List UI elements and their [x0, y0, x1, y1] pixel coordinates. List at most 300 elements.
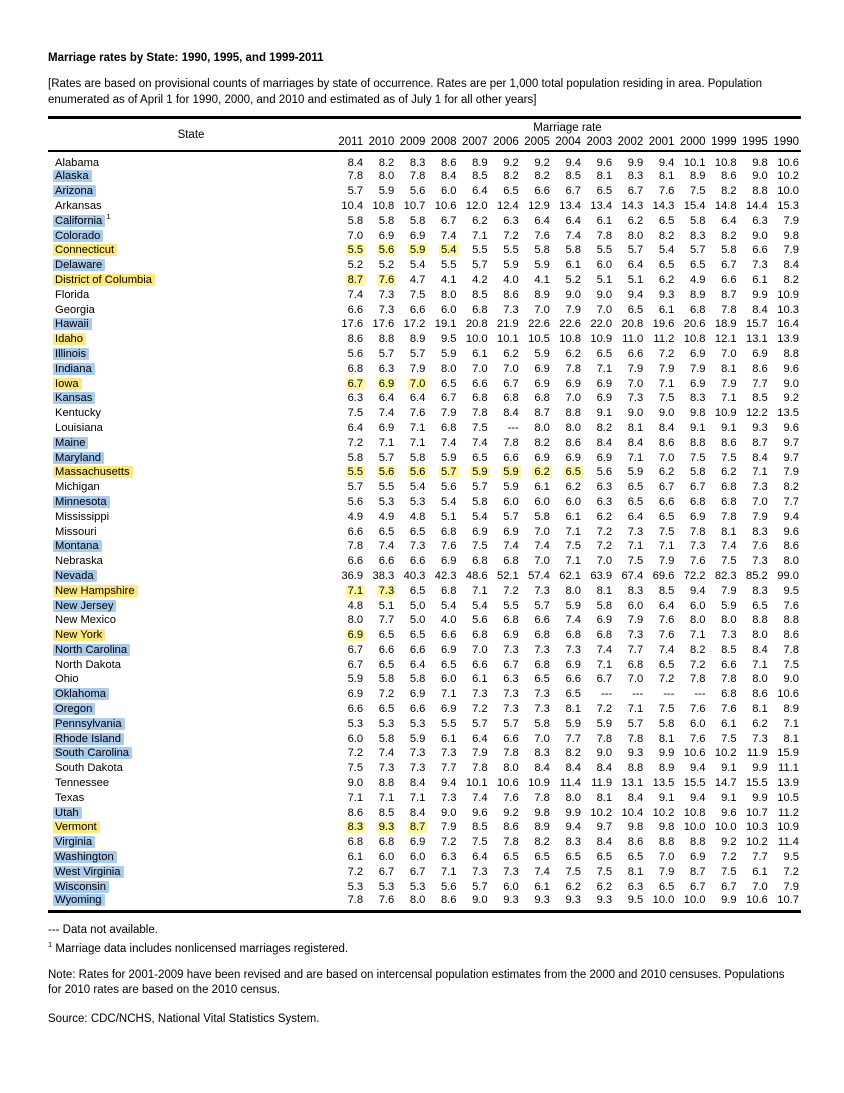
- rate-cell: [396, 213, 427, 228]
- rate-value: 4.0: [503, 273, 519, 286]
- rate-cell: [459, 716, 490, 731]
- rate-value: 22.0: [590, 318, 613, 331]
- rate-value: 6.3: [596, 495, 613, 508]
- rate-cell: [490, 613, 521, 628]
- rate-cell: [365, 184, 396, 199]
- rate-cell: [645, 628, 676, 643]
- rate-value: 6.8: [534, 392, 550, 405]
- rate-value: 63.9: [590, 569, 613, 582]
- rate-value: 7.5: [658, 703, 675, 716]
- rate-value: 7.2: [658, 347, 675, 360]
- table-header: [48, 118, 801, 152]
- table-row: [48, 643, 801, 658]
- rate-value: 6.6: [472, 658, 488, 671]
- rate-value: 7.1: [565, 555, 581, 568]
- table-row: [48, 524, 801, 539]
- rate-value: 4.1: [440, 273, 457, 286]
- rate-value: 18.9: [714, 318, 737, 331]
- rate-cell: [427, 435, 458, 450]
- rate-value: 9.5: [783, 851, 799, 864]
- rate-value: 6.9: [440, 643, 457, 656]
- rate-value: 6.9: [689, 510, 706, 523]
- rate-cell: [552, 894, 583, 912]
- rate-value: 10.2: [652, 806, 675, 819]
- rate-value: 6.6: [721, 658, 737, 671]
- table-row: [48, 746, 801, 761]
- rate-value: 6.8: [689, 495, 706, 508]
- rate-cell: [739, 480, 770, 495]
- rate-value: 8.5: [721, 643, 737, 656]
- rate-value: 9.4: [689, 762, 706, 775]
- rate-value: 6.7: [596, 673, 613, 686]
- rate-value: 9.2: [503, 157, 519, 169]
- rate-cell: [552, 228, 583, 243]
- rate-cell: [645, 583, 676, 598]
- rate-cell: [521, 761, 552, 776]
- state-name: Ohio: [55, 673, 79, 686]
- rate-cell: [459, 332, 490, 347]
- rate-cell: [676, 184, 707, 199]
- table-row: [48, 480, 801, 495]
- rate-value: 9.6: [783, 421, 799, 434]
- rate-value: 8.4: [752, 303, 768, 316]
- rate-cell: [739, 524, 770, 539]
- rate-cell: [552, 879, 583, 894]
- rate-value: 6.8: [378, 836, 395, 849]
- rate-value: 7.0: [534, 555, 550, 568]
- rate-value: 7.7: [378, 614, 395, 627]
- rate-cell: [521, 554, 552, 569]
- rate-value: 7.7: [565, 732, 581, 745]
- rate-value: 8.0: [409, 894, 426, 907]
- rate-value: 6.6: [658, 495, 675, 508]
- rate-cell: [583, 151, 614, 169]
- rate-value: 9.5: [627, 894, 644, 907]
- rate-cell: [770, 805, 801, 820]
- rate-value: 6.4: [565, 214, 581, 227]
- rate-cell: [459, 628, 490, 643]
- rate-cell: [676, 657, 707, 672]
- rate-cell: [552, 657, 583, 672]
- rate-value: 7.2: [472, 703, 488, 716]
- rate-cell: [396, 716, 427, 731]
- rate-value: 82.3: [714, 569, 737, 582]
- rate-cell: [396, 643, 427, 658]
- rate-value: 6.6: [409, 643, 426, 656]
- rate-value: 7.5: [596, 865, 613, 878]
- rate-value: 6.6: [347, 303, 364, 316]
- rate-value: 11.2: [778, 806, 799, 819]
- rate-cell: [490, 894, 521, 912]
- rate-value: 7.0: [409, 377, 426, 390]
- rate-cell: [770, 879, 801, 894]
- rate-cell: [645, 184, 676, 199]
- rate-value: 6.7: [440, 392, 457, 405]
- rate-value: 7.5: [472, 421, 488, 434]
- rate-cell: [645, 332, 676, 347]
- state-name: Nebraska: [55, 555, 103, 568]
- rate-cell: [614, 761, 645, 776]
- rate-cell: [676, 465, 707, 480]
- rate-value: 7.9: [783, 214, 799, 227]
- rate-value: 7.6: [752, 540, 768, 553]
- rate-value: 6.8: [503, 555, 519, 568]
- rate-value: 5.8: [534, 717, 550, 730]
- rate-cell: [552, 613, 583, 628]
- rate-cell: [583, 894, 614, 912]
- state-cell: [48, 184, 334, 199]
- rate-value: 6.6: [378, 643, 395, 656]
- rate-value: 7.5: [347, 407, 364, 420]
- rate-value: 7.3: [534, 703, 550, 716]
- state-name: Washington: [53, 851, 117, 863]
- rate-cell: [396, 151, 427, 169]
- rate-cell: [490, 151, 521, 169]
- rate-value: 7.4: [721, 540, 737, 553]
- rate-cell: [676, 287, 707, 302]
- rate-value: 7.2: [503, 584, 519, 597]
- rate-cell: [770, 376, 801, 391]
- rate-value: 5.7: [472, 481, 488, 494]
- rate-value: 9.8: [689, 407, 706, 420]
- rate-value: 6.7: [658, 481, 675, 494]
- rate-cell: [708, 761, 739, 776]
- rate-value: 7.6: [658, 629, 675, 642]
- rate-value: 8.1: [752, 703, 768, 716]
- rate-cell: [459, 894, 490, 912]
- rate-cell: [739, 184, 770, 199]
- rate-cell: [521, 643, 552, 658]
- rate-value: 6.9: [503, 525, 519, 538]
- rate-cell: [459, 643, 490, 658]
- rate-value: 5.6: [378, 466, 395, 479]
- rate-cell: [645, 151, 676, 169]
- rate-cell: [490, 598, 521, 613]
- rate-cell: [645, 864, 676, 879]
- rate-cell: [708, 480, 739, 495]
- rate-value: 5.7: [378, 451, 395, 464]
- rate-cell: [334, 258, 365, 273]
- rate-cell: [334, 347, 365, 362]
- rate-cell: [708, 302, 739, 317]
- rate-cell: [552, 450, 583, 465]
- rate-cell: [365, 716, 396, 731]
- rate-value: 8.3: [689, 229, 706, 242]
- rate-value: 7.2: [689, 658, 706, 671]
- table-row: [48, 273, 801, 288]
- rate-cell: [334, 539, 365, 554]
- rate-value: 5.2: [347, 259, 364, 272]
- rate-value: 7.3: [409, 540, 426, 553]
- rate-value: 7.5: [721, 555, 737, 568]
- rate-cell: [365, 672, 396, 687]
- rate-value: 8.2: [534, 436, 550, 449]
- rate-cell: [396, 495, 427, 510]
- rate-cell: [490, 643, 521, 658]
- rate-value: 8.9: [534, 821, 550, 834]
- rate-cell: [396, 376, 427, 391]
- rate-cell: [459, 213, 490, 228]
- rate-cell: [708, 199, 739, 214]
- rate-cell: [396, 539, 427, 554]
- rate-value: 9.3: [752, 421, 768, 434]
- rate-value: 5.8: [689, 214, 706, 227]
- rate-cell: [427, 835, 458, 850]
- rate-value: 5.7: [472, 259, 488, 272]
- rate-value: 7.0: [752, 880, 768, 893]
- rate-value: 8.3: [627, 170, 644, 183]
- rate-cell: [396, 347, 427, 362]
- rate-value: 8.9: [783, 703, 799, 716]
- rate-value: 9.3: [596, 894, 613, 907]
- rate-cell: [676, 583, 707, 598]
- rate-value: 8.8: [752, 185, 768, 198]
- rate-value: 7.9: [440, 407, 457, 420]
- rate-value: 6.3: [752, 214, 768, 227]
- rate-value: 8.2: [658, 229, 675, 242]
- rate-value: 7.3: [721, 629, 737, 642]
- rate-value: 6.1: [596, 214, 613, 227]
- rate-cell: [459, 569, 490, 584]
- table-row: [48, 879, 801, 894]
- rate-value: 7.7: [783, 495, 799, 508]
- rate-cell: [583, 199, 614, 214]
- rate-value: 5.7: [503, 717, 519, 730]
- rate-cell: [334, 716, 365, 731]
- rate-value: 9.5: [783, 584, 799, 597]
- rate-value: 9.0: [752, 229, 768, 242]
- rate-cell: [770, 835, 801, 850]
- rate-cell: [334, 287, 365, 302]
- rate-cell: [708, 643, 739, 658]
- rate-cell: [490, 347, 521, 362]
- rate-value: 5.9: [409, 244, 426, 257]
- revision-note: Note: Rates for 2001-2009 have been revised and are based on intercensal population estimates from the 2000 and 2010 censuses. Populations for 2010 rates are based on the 2010 census.: [48, 968, 785, 997]
- state-cell: [48, 569, 334, 584]
- rate-value: 5.4: [440, 495, 457, 508]
- rate-value: 6.5: [627, 495, 644, 508]
- rate-value: 7.3: [627, 525, 644, 538]
- rate-cell: [427, 746, 458, 761]
- rate-cell: [365, 746, 396, 761]
- rate-cell: [676, 524, 707, 539]
- rate-cell: [552, 480, 583, 495]
- rate-cell: [676, 835, 707, 850]
- rate-value: 7.0: [534, 525, 550, 538]
- rate-cell: [521, 361, 552, 376]
- rate-value: 5.3: [347, 717, 364, 730]
- rate-value: 9.0: [596, 747, 613, 760]
- rate-value: 5.9: [627, 466, 644, 479]
- rate-value: 8.2: [783, 481, 799, 494]
- rate-cell: [334, 583, 365, 598]
- rate-value: 9.1: [689, 421, 706, 434]
- rate-cell: [739, 554, 770, 569]
- table-row: [48, 716, 801, 731]
- rate-cell: [676, 421, 707, 436]
- rate-value: 10.9: [590, 333, 613, 346]
- rate-value: 6.3: [347, 392, 364, 405]
- rate-value: 6.9: [689, 851, 706, 864]
- rate-cell: [676, 850, 707, 865]
- year-column-header: 2002: [617, 136, 644, 148]
- rate-value: 5.7: [409, 347, 426, 360]
- rate-cell: [552, 628, 583, 643]
- rate-value: 7.6: [689, 555, 706, 568]
- rate-cell: [739, 258, 770, 273]
- rate-cell: [365, 613, 396, 628]
- rate-value: 7.3: [503, 643, 519, 656]
- rate-cell: [365, 702, 396, 717]
- rate-cell: [521, 509, 552, 524]
- footnote-marker: 1: [106, 212, 111, 222]
- rate-value: 7.6: [689, 703, 706, 716]
- rate-cell: [490, 361, 521, 376]
- rate-value: 7.5: [472, 836, 488, 849]
- rate-value: 5.3: [409, 717, 426, 730]
- rate-value: 7.2: [440, 836, 457, 849]
- rate-value: 6.6: [752, 244, 768, 257]
- rate-cell: [334, 199, 365, 214]
- rate-value: 62.1: [559, 569, 581, 582]
- rate-cell: [770, 657, 801, 672]
- rate-cell: [334, 465, 365, 480]
- rate-value: 5.9: [440, 347, 457, 360]
- rate-cell: [365, 509, 396, 524]
- rate-value: 9.0: [565, 288, 581, 301]
- rate-value: 8.2: [721, 229, 737, 242]
- rate-cell: [583, 702, 614, 717]
- rate-cell: [396, 450, 427, 465]
- rate-value: 8.4: [596, 836, 613, 849]
- rate-value: 6.9: [596, 614, 613, 627]
- rate-value: 8.4: [534, 762, 550, 775]
- rate-value: 8.4: [752, 451, 768, 464]
- state-cell: [48, 391, 334, 406]
- rate-value: 8.1: [596, 584, 613, 597]
- rate-cell: [614, 435, 645, 450]
- rate-cell: [708, 509, 739, 524]
- rate-value: 6.7: [565, 185, 581, 198]
- rate-cell: [365, 199, 396, 214]
- table-row: [48, 243, 801, 258]
- rate-value: 9.4: [658, 157, 675, 169]
- rate-cell: [770, 435, 801, 450]
- rate-value: 11.1: [778, 762, 799, 775]
- rate-value: 7.4: [503, 540, 519, 553]
- rate-value: 10.7: [777, 894, 799, 907]
- rate-cell: [490, 731, 521, 746]
- rate-cell: [645, 776, 676, 791]
- rate-cell: [614, 495, 645, 510]
- rate-cell: [552, 435, 583, 450]
- rate-cell: [645, 465, 676, 480]
- rate-cell: [770, 554, 801, 569]
- rate-cell: [552, 258, 583, 273]
- rate-cell: [739, 746, 770, 761]
- rate-cell: [614, 524, 645, 539]
- rate-cell: [676, 539, 707, 554]
- rate-value: 7.9: [721, 377, 737, 390]
- rate-value: 8.1: [721, 362, 737, 375]
- state-cell: [48, 258, 334, 273]
- rate-value: 7.4: [565, 229, 581, 242]
- rate-cell: [739, 613, 770, 628]
- state-cell: [48, 435, 334, 450]
- rate-value: 6.5: [440, 377, 457, 390]
- rate-value: 8.2: [378, 157, 395, 169]
- rate-cell: [676, 598, 707, 613]
- rate-cell: [521, 465, 552, 480]
- rate-value: 7.1: [565, 525, 581, 538]
- rate-cell: [552, 850, 583, 865]
- rate-cell: [708, 495, 739, 510]
- rate-cell: [676, 820, 707, 835]
- rate-value: 6.9: [596, 392, 613, 405]
- table-row: [48, 864, 801, 879]
- rate-cell: [490, 332, 521, 347]
- rate-value: 6.5: [409, 525, 426, 538]
- rate-cell: [645, 258, 676, 273]
- rate-value: 6.6: [409, 303, 426, 316]
- rate-cell: [614, 480, 645, 495]
- rate-value: 6.4: [658, 599, 675, 612]
- rate-value: 6.7: [503, 658, 519, 671]
- rate-value: 7.8: [503, 747, 519, 760]
- rate-value: 10.6: [683, 747, 706, 760]
- rate-value: 7.1: [409, 791, 426, 804]
- rate-cell: [334, 569, 365, 584]
- rate-cell: [521, 835, 552, 850]
- bracket-note: [Rates are based on provisional counts of marriages by state of occurrence. Rates are per 1,000 total population residing in area. Population enumerated as of April 1 for 1990, 2000, and 2010 and estimated as of July 1 for all other years]: [48, 78, 763, 106]
- rate-cell: [739, 702, 770, 717]
- rate-cell: [645, 850, 676, 865]
- rate-cell: [396, 746, 427, 761]
- footnote-1-text: Marriage data includes nonlicensed marriages registered.: [55, 942, 349, 955]
- rate-value: 6.2: [534, 466, 550, 479]
- rate-value: 5.4: [409, 259, 426, 272]
- rate-value: 7.2: [783, 865, 799, 878]
- rate-cell: [427, 628, 458, 643]
- rate-value: 7.9: [721, 584, 737, 597]
- rate-cell: [739, 583, 770, 598]
- rate-cell: [334, 731, 365, 746]
- rate-cell: [490, 184, 521, 199]
- rate-cell: [645, 450, 676, 465]
- state-name: Wisconsin: [53, 881, 109, 893]
- rate-cell: [739, 643, 770, 658]
- state-cell: [48, 628, 334, 643]
- rate-cell: [676, 628, 707, 643]
- rate-value: 5.5: [440, 259, 457, 272]
- rate-value: 8.6: [565, 436, 581, 449]
- rate-cell: [583, 569, 614, 584]
- state-name: North Carolina: [53, 644, 130, 656]
- rate-value: 6.9: [347, 629, 364, 642]
- rate-cell: [365, 805, 396, 820]
- rate-value: 5.7: [347, 185, 364, 198]
- rate-cell: [552, 302, 583, 317]
- rate-value: 6.8: [596, 629, 613, 642]
- rate-cell: [552, 169, 583, 184]
- rate-cell: [459, 702, 490, 717]
- rate-value: 7.8: [565, 362, 581, 375]
- state-cell: [48, 835, 334, 850]
- rate-cell: [365, 761, 396, 776]
- marriage-rate-group-header: Marriage rate: [533, 122, 602, 134]
- rate-cell: [552, 406, 583, 421]
- rate-cell: [396, 480, 427, 495]
